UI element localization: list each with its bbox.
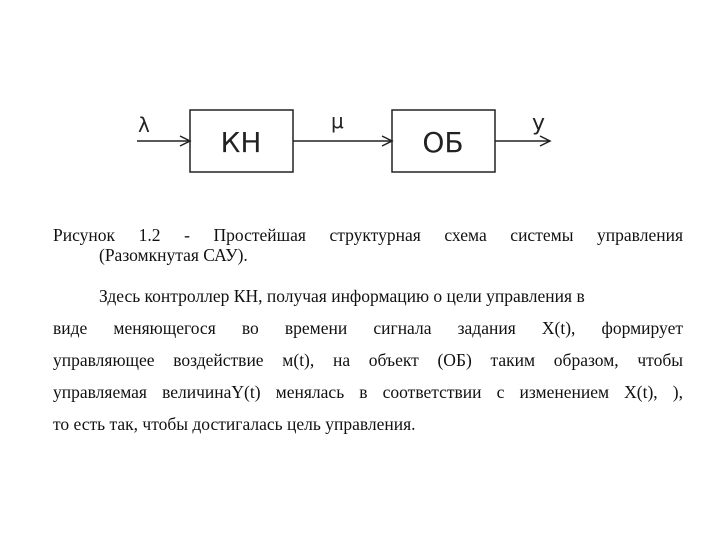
paragraph-line2: виде меняющегося во времени сигнала задания X(t), формирует (53, 318, 683, 338)
paragraph-line5: то есть так, чтобы достигалась цель управления. (53, 414, 416, 434)
text-block (53, 225, 683, 440)
controller-label: КН (220, 126, 262, 159)
figure-caption-line1: Рисунок 1.2 - Простейшая структурная схема системы управления (53, 225, 683, 245)
paragraph-line4: управляемая величинаY(t) менялась в соответствии с изменением X(t), ), (53, 382, 683, 402)
control-signal-label: μ (331, 109, 344, 133)
paragraph-line3: управляющее воздействие м(t), на объект (ОБ) таким образом, чтобы (53, 350, 683, 370)
input-label: λ (138, 113, 150, 137)
paragraph-line1: Здесь контроллер КН, получая информацию о цели управления в (99, 286, 585, 306)
figure-caption-line2: (Разомкнутая САУ). (99, 245, 248, 265)
object-label: ОБ (422, 126, 464, 159)
block-diagram (0, 0, 720, 200)
output-label: y (532, 111, 546, 136)
